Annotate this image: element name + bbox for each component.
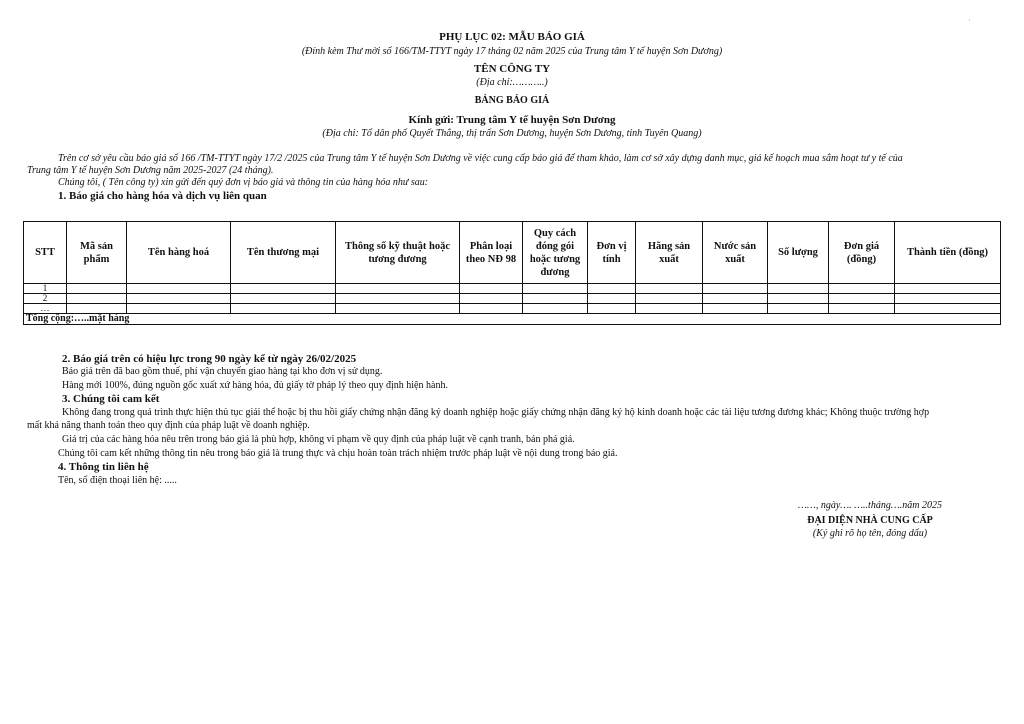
col-header: Phân loại theo NĐ 98 bbox=[460, 222, 523, 284]
signature-note: (Ký ghi rõ họ tên, đóng dấu) bbox=[812, 528, 928, 539]
col-header: STT bbox=[24, 222, 67, 284]
company-address: (Địa chỉ:………..) bbox=[476, 77, 548, 88]
company-name: TÊN CÔNG TY bbox=[473, 63, 551, 75]
section-3-line-3: Giá trị của các hàng hóa nêu trên trong báo giá là phù hợp, không vi phạm về quy định của pháp luật về cạnh tranh, bán phá giá. bbox=[62, 434, 575, 445]
table-row bbox=[24, 284, 1001, 294]
col-header: Nước sản xuất bbox=[703, 222, 768, 284]
document-title: BẢNG BÁO GIÁ bbox=[474, 95, 550, 106]
signature-role: ĐẠI DIỆN NHÀ CUNG CẤP bbox=[807, 515, 933, 526]
section-3-title: 3. Chúng tôi cam kết bbox=[62, 393, 160, 405]
total-label: Tổng cộng:…..mặt hàng bbox=[24, 314, 1001, 325]
section-4-line-1: Tên, số điện thoại liên hệ: ..... bbox=[58, 475, 177, 486]
table-total-row bbox=[24, 314, 1001, 325]
section-4-title: 4. Thông tin liên hệ bbox=[58, 461, 149, 473]
section-2-line-1: Báo giá trên đã bao gồm thuế, phí vận chuyển giao hàng tại kho đơn vị sử dụng. bbox=[62, 366, 383, 377]
col-header: Thông số kỹ thuật hoặc tương đương bbox=[336, 222, 460, 284]
section-3-line-2: mất khả năng thanh toán theo quy định của pháp luật về doanh nghiệp. bbox=[27, 420, 310, 431]
intro-line-1: Trên cơ sở yêu cầu báo giá số 166 /TM-TTYT ngày 17/2 /2025 của Trung tâm Y tế huyện Sơn Dương về việc cung cấp báo giá để tham khảo, làm cơ sở xây dựng danh mục, giá kế hoạch mua sắm hoạt tư y tế của bbox=[58, 153, 903, 164]
col-header: Quy cách đóng gói hoặc tương đương bbox=[523, 222, 588, 284]
section-2-line-2: Hàng mới 100%, đúng nguồn gốc xuất xứ hàng hóa, đủ giấy tờ pháp lý theo quy định hiện hành. bbox=[62, 380, 448, 391]
row-index: 1 bbox=[24, 284, 67, 294]
signature-date: ……, ngày…. …..tháng….năm 2025 bbox=[798, 500, 942, 511]
col-header: Tên thương mại bbox=[231, 222, 336, 284]
attachment-note: (Đính kèm Thư mời số 166/TM-TTYT ngày 17 tháng 02 năm 2025 của Trung tâm Y tế huyện Sơn Dương) bbox=[301, 46, 723, 57]
col-header: Thành tiền (đồng) bbox=[895, 222, 1001, 284]
col-header: Hãng sản xuất bbox=[636, 222, 703, 284]
row-index: … bbox=[24, 304, 67, 314]
section-3-line-4: Chúng tôi cam kết những thông tin nêu trong báo giá là trung thực và chịu hoàn toàn trách nhiệm trước pháp luật về nội dung trong báo giá. bbox=[58, 448, 618, 459]
table-row bbox=[24, 304, 1001, 314]
appendix-title: PHỤ LỤC 02: MẪU BÁO GIÁ bbox=[439, 31, 585, 43]
col-header: Số lượng bbox=[768, 222, 829, 284]
col-header: Mã sản phẩm bbox=[67, 222, 127, 284]
section-3-line-1: Không đang trong quá trình thực hiện thủ tục giải thể hoặc bị thu hồi giấy chứng nhận đăng ký doanh nghiệp hoặc giấy chứng nhận đăng ký hộ kinh doanh hoặc các tài liệu tương đương khác; Không thuộc trường hợp bbox=[62, 407, 930, 418]
section-2-title: 2. Báo giá trên có hiệu lực trong 90 ngày kể từ ngày 26/02/2025 bbox=[62, 353, 357, 365]
recipient: Kính gửi: Trung tâm Y tế huyện Sơn Dương bbox=[408, 114, 616, 126]
table-header-row bbox=[24, 222, 1001, 284]
intro-line-2: Trung tâm Y tế huyện Sơn Dương năm 2025-2027 (24 tháng). bbox=[27, 165, 274, 176]
col-header: Đơn vị tính bbox=[588, 222, 636, 284]
col-header: Tên hàng hoá bbox=[127, 222, 231, 284]
section-1-title: 1. Báo giá cho hàng hóa và dịch vụ liên quan bbox=[58, 190, 267, 202]
col-header: Đơn giá (đồng) bbox=[829, 222, 895, 284]
table-row bbox=[24, 294, 1001, 304]
recipient-address: (Địa chỉ: Tổ dân phố Quyết Thắng, thị trấn Sơn Dương, huyện Sơn Dương, tỉnh Tuyên Quang) bbox=[322, 128, 702, 139]
row-index: 2 bbox=[24, 294, 67, 304]
intro-line-3: Chúng tôi, ( Tên công ty) xin gửi đến quý đơn vị báo giá và thông tin của hàng hóa như sau: bbox=[58, 177, 429, 188]
quote-table bbox=[23, 221, 1001, 325]
scan-mark: ˙ bbox=[968, 18, 971, 28]
